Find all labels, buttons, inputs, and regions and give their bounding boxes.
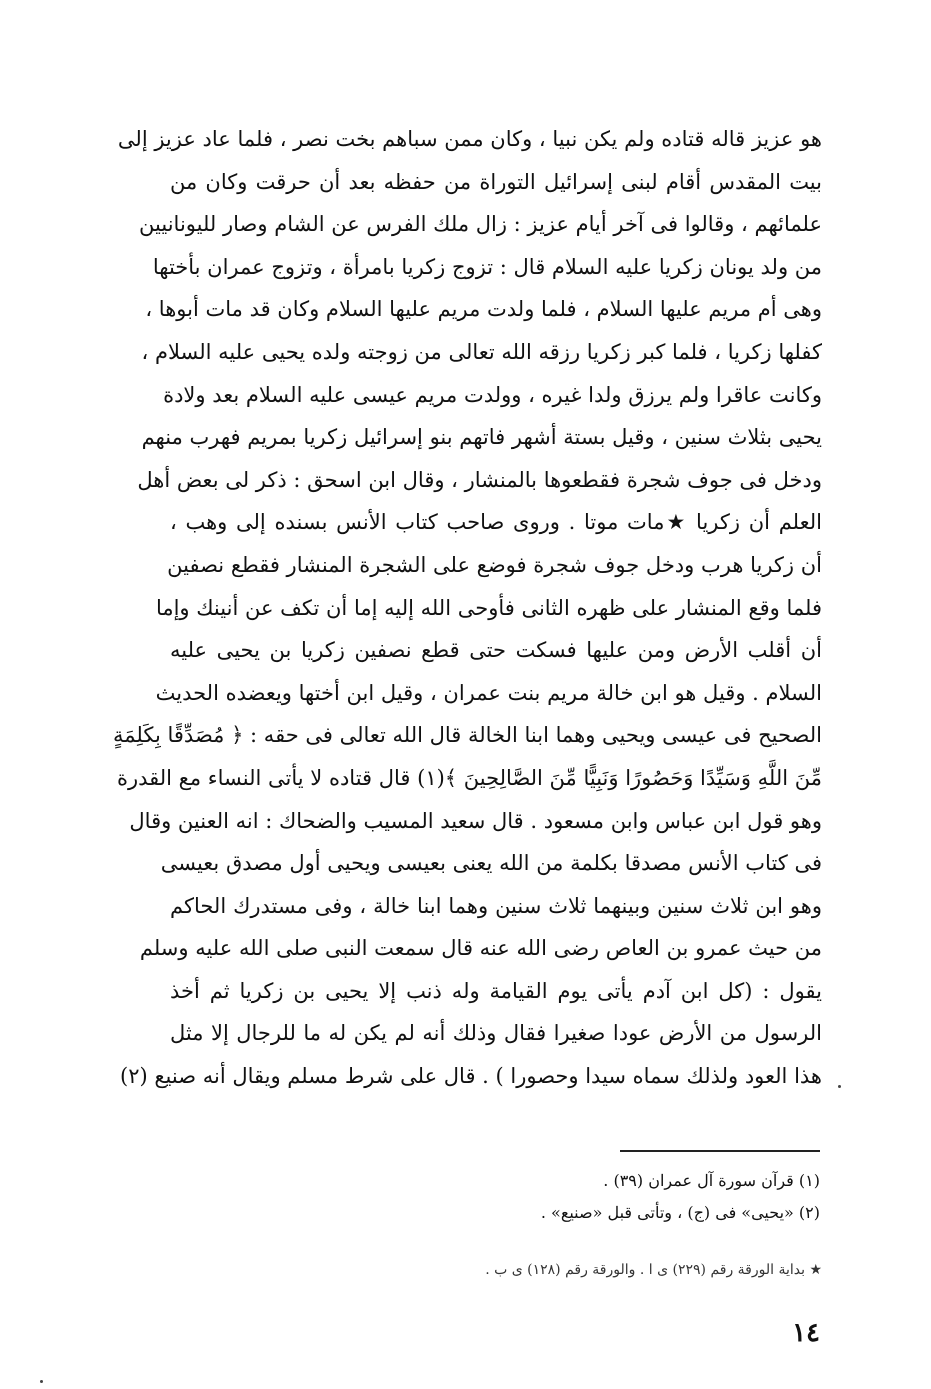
text-line: هذا العود ولذلك سماه سيدا وحصورا ) . قال على شرط مسلم ويقال أنه صنيع (٢) [120,1064,822,1089]
text-line: وهو ابن ثلاث سنين وبينهما ثلاث سنين وهما ابنا خالة ، وفى مستدرك الحاكم [170,893,822,918]
text-line: الرسول من الأرض عودا صغيرا فقال وذلك أنه لم يكن له ما للرجال إلا مثل [170,1021,822,1046]
text-line: العلم أن زكريا ★مات موتا . وروى صاحب كتاب الأنس بسنده إلى وهب ، [170,510,822,535]
scan-speck [40,1380,43,1383]
footnote-divider [620,1150,820,1152]
text-line: يحيى بثلاث سنين ، وقيل بستة أشهر فاتهم بنو إسرائيل زكريا بمريم فهرب منهم [141,425,822,450]
text-line: السلام . وقيل هو ابن خالة مريم بنت عمران ، وقيل ابن أختها ويعضده الحديث [155,680,822,705]
text-line: الصحيح فى عيسى ويحيى وهما ابنا الخالة قال الله تعالى فى حقه : ﴿ مُصَدِّقًا بِكَلِمَةٍ [113,723,822,748]
footnote-1: (١) قرآن سورة آل عمران (٣٩) . [603,1171,820,1190]
page-number: ١٤ [792,1318,820,1348]
text-line: فلما وقع المنشار على ظهره الثانى فأوحى الله إليه إما أن تكف عن أنينك وإما [155,595,822,620]
text-line: وكانت عاقرا ولم يرزق ولدا غيره ، وولدت مريم عيسى عليه السلام بعد ولادة [163,382,822,407]
text-line: من ولد يونان زكريا عليه السلام قال : تزوج زكريا بامرأة ، وتزوج عمران بأختها [152,254,822,279]
text-line: يقول : (كل ابن آدم يأتى يوم القيامة وله ذنب إلا يحيى بن زكريا ثم أخذ [170,978,822,1003]
text-line: وهو قول ابن عباس وابن مسعود . قال سعيد المسيب والضحاك : انه العنين وقال [129,808,822,833]
text-line: فى كتاب الأنس مصدقا بكلمة من الله يعنى بعيسى ويحيى أول مصدق بعيسى [160,851,822,876]
text-line: كفلها زكريا ، فلما كبر زكريا رزقه الله تعالى من زوجته ولده يحيى عليه السلام ، [141,339,822,364]
text-line: أن أقلب الأرض ومن عليها فسكت حتى قطع نصفين زكريا بن يحيى عليه [170,638,822,663]
text-line: وهى أم مريم عليها السلام ، فلما ولدت مريم عليها السلام وكان قد مات أبوها ، [145,297,822,322]
text-line: ودخل فى جوف شجرة فقطعوها بالمنشار ، وقال ابن اسحق : ذكر لى بعض أهل [137,467,822,492]
scan-speck [838,1085,841,1088]
body-text [113,118,822,1098]
footnote-2: (٢) «يحيى» فى (ج) ، وتأتى قبل «صنيع» . [540,1203,820,1222]
footnotes [380,1165,820,1229]
text-line: من حيث عمرو بن العاص رضى الله عنه قال سمعت النبى صلى الله عليه وسلم [139,936,822,961]
text-line: هو عزيز قاله قتاده ولم يكن نبيا ، وكان ممن سباهم بخت نصر ، فلما عاد عزيز إلى [117,127,822,151]
text-line: أن زكريا هرب ودخل جوف شجرة فوضع على الشجرة المنشار فقطع نصفين [167,552,822,577]
manuscript-note: ★ بداية الورقة رقم (٢٢٩) ى ا . والورقة رقم (١٢٨) ى ب . [485,1262,822,1278]
text-line: علمائهم ، وقالوا فى آخر أيام عزيز : زال ملك الفرس عن الشام وصار لليونانيين [139,212,822,237]
text-line: بيت المقدس أقام لبنى إسرائيل التوراة من حفظه بعد أن حرقت وكان من [170,169,822,194]
quran-verse-line: مِّنَ اللَّهِ وَسَيِّدًا وَحَصُورًا وَنَبِيًّا مِّنَ الصَّالِحِينَ ﴾(١) قال قتاده لا يأتى النساء مع القدرة [116,765,822,790]
